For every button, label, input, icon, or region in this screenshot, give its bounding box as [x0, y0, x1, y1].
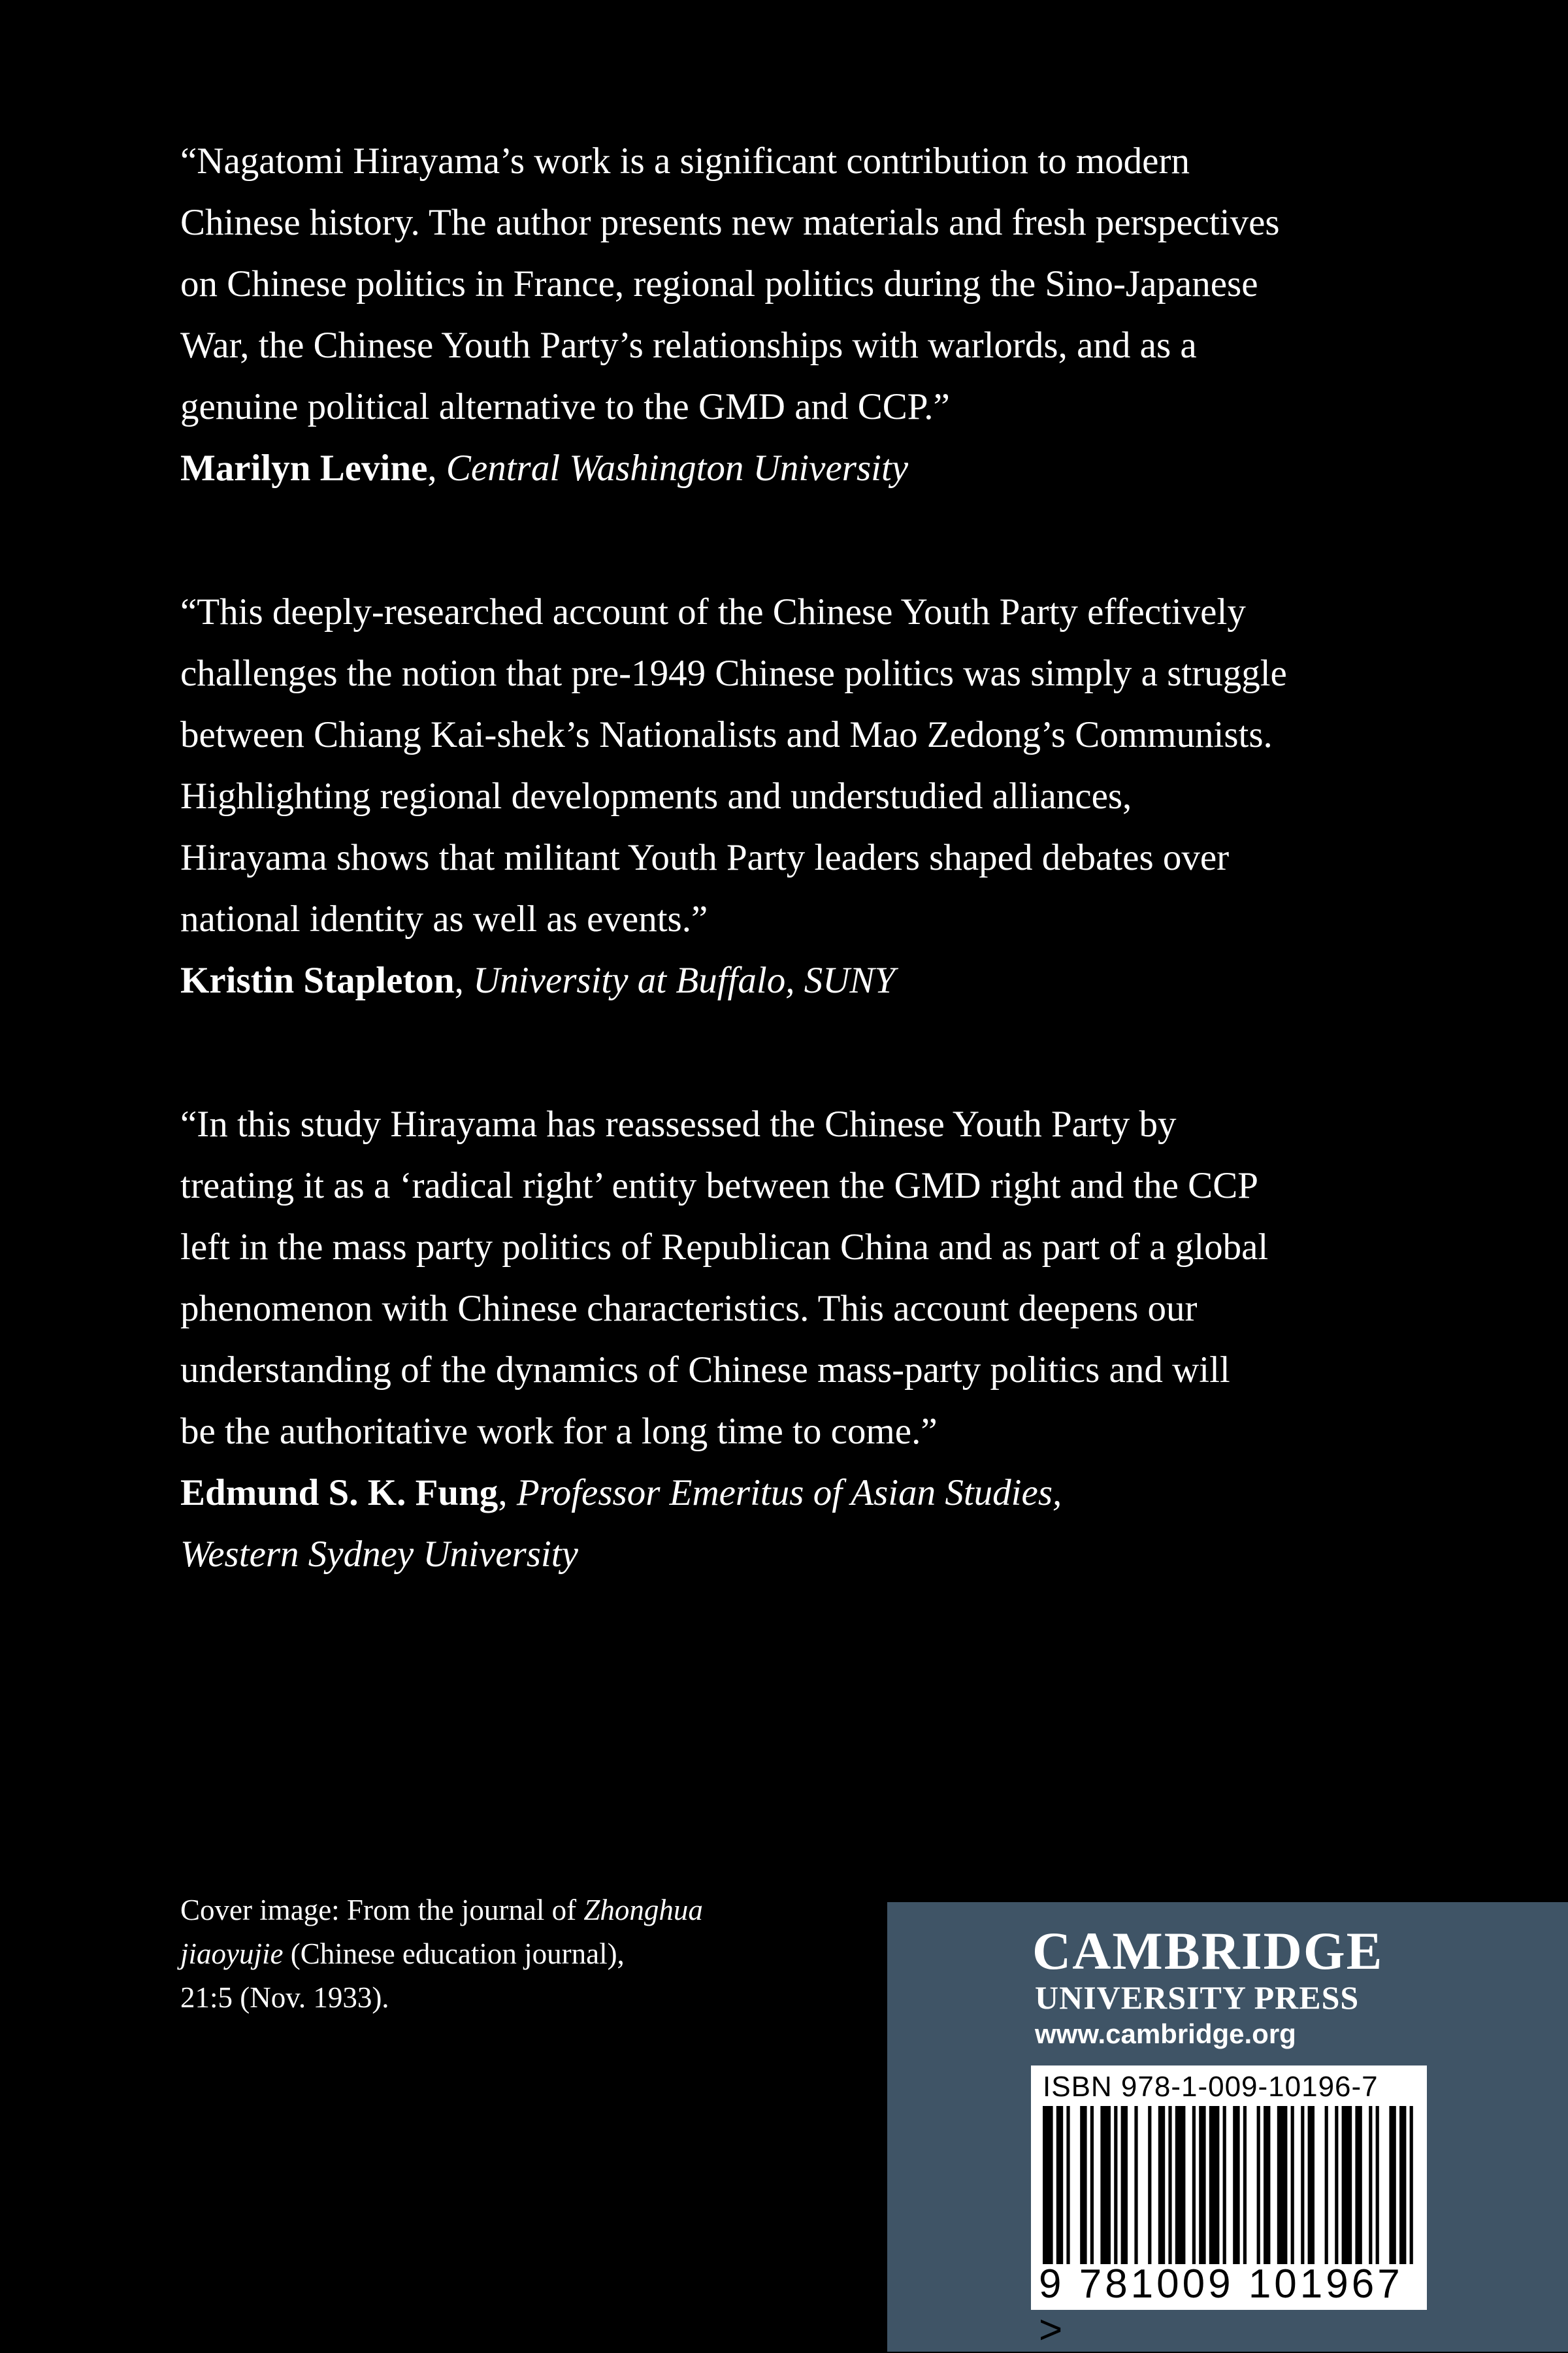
publisher-url: www.cambridge.org: [1035, 2018, 1296, 2049]
credit-journal-title-cont: jiaoyujie: [180, 1937, 284, 1970]
publisher-panel: [887, 1902, 1568, 2352]
attribution-separator: ,: [498, 1472, 517, 1513]
endorsement-3: [180, 1094, 1409, 1585]
barcode-bar: [1223, 2106, 1226, 2264]
isbn-label: ISBN 978-1-009-10196-7: [1043, 2071, 1379, 2103]
endorser-affiliation: Central Washington University: [446, 448, 909, 489]
quote-line: “Nagatomi Hirayama’s work is a significant contribution to modern: [180, 140, 1190, 182]
endorser-name: Marilyn Levine: [180, 448, 428, 489]
endorsement-attribution: [180, 1462, 1409, 1585]
barcode-bar: [1192, 2106, 1196, 2264]
barcode-bar: [1148, 2106, 1151, 2264]
credit-journal-desc: (Chinese education journal),: [283, 1937, 625, 1970]
barcode-bar: [1410, 2106, 1413, 2264]
barcode-bar: [1158, 2106, 1165, 2264]
barcode-bar: [1308, 2106, 1315, 2264]
barcode-bar: [1399, 2106, 1406, 2264]
barcode-bar: [1355, 2106, 1362, 2264]
barcode-bar: [1257, 2106, 1260, 2264]
endorser-name: Kristin Stapleton: [180, 960, 455, 1001]
barcode-bar: [1043, 2106, 1053, 2264]
barcode-bar: [1114, 2106, 1117, 2264]
quote-line: treating it as a ‘radical right’ entity between the GMD right and the CCP: [180, 1165, 1258, 1206]
quote-line: national identity as well as events.”: [180, 898, 708, 940]
quote-line: understanding of the dynamics of Chinese mass-party politics and will: [180, 1349, 1230, 1390]
endorsement-1: [180, 131, 1409, 499]
barcode-bar: [1056, 2106, 1063, 2264]
barcode-bar: [1325, 2106, 1328, 2264]
barcode-bar: [1301, 2106, 1304, 2264]
credit-issue: 21:5 (Nov. 1933).: [180, 1981, 389, 2014]
barcode-bar: [1134, 2106, 1137, 2264]
quote-line: phenomenon with Chinese characteristics. This account deepens our: [180, 1288, 1198, 1329]
isbn-barcode: [1031, 2065, 1427, 2352]
barcode-bars: [1043, 2106, 1415, 2264]
barcode-bar: [1335, 2106, 1338, 2264]
endorsement-quote: [180, 1094, 1409, 1462]
barcode-bar: [1291, 2106, 1294, 2264]
endorsement-attribution: [180, 438, 1409, 499]
attribution-separator: ,: [427, 448, 446, 489]
quote-line: Chinese history. The author presents new materials and fresh perspectives: [180, 202, 1280, 243]
barcode-bar: [1100, 2106, 1111, 2264]
barcode-bar: [1243, 2106, 1247, 2264]
endorsement-quote: [180, 131, 1409, 438]
attribution-separator: ,: [454, 960, 474, 1001]
barcode-bar: [1080, 2106, 1086, 2264]
endorsement-quote: [180, 582, 1409, 950]
barcode-bar: [1175, 2106, 1186, 2264]
barcode-bar: [1168, 2106, 1171, 2264]
quote-line: War, the Chinese Youth Party’s relationships with warlords, and as a: [180, 325, 1197, 366]
endorsement-attribution: [180, 950, 1409, 1012]
barcode-bar: [1342, 2106, 1352, 2264]
barcode-bar: [1121, 2106, 1128, 2264]
endorser-name: Edmund S. K. Fung: [180, 1472, 498, 1513]
barcode-bar: [1233, 2106, 1239, 2264]
credit-prefix: Cover image: From the journal of: [180, 1894, 584, 1926]
barcode-bar: [1389, 2106, 1396, 2264]
quote-line: “In this study Hirayama has reassessed the Chinese Youth Party by: [180, 1104, 1177, 1145]
barcode-bar: [1199, 2106, 1205, 2264]
endorsement-2: [180, 582, 1409, 1012]
quote-line: Hirayama shows that militant Youth Party leaders shaped debates over: [180, 837, 1230, 878]
quote-line: Highlighting regional developments and understudied alliances,: [180, 776, 1132, 817]
endorser-affiliation: Professor Emeritus of Asian Studies,: [516, 1472, 1062, 1513]
quote-line: be the authoritative work for a long time to come.”: [180, 1411, 938, 1452]
endorsements: [180, 131, 1409, 1668]
publisher-logo-sub: UNIVERSITY PRESS: [1035, 1979, 1360, 2016]
quote-line: left in the mass party politics of Republican China and as part of a global: [180, 1226, 1269, 1268]
endorser-affiliation-line2: Western Sydney University: [180, 1534, 578, 1575]
barcode-bar: [1376, 2106, 1379, 2264]
quote-line: challenges the notion that pre-1949 Chinese politics was simply a struggle: [180, 653, 1287, 694]
barcode-bar: [1090, 2106, 1094, 2264]
quote-line: between Chiang Kai-shek’s Nationalists and Mao Zedong’s Communists.: [180, 714, 1273, 755]
publisher-logo-name: CAMBRIDGE: [1032, 1921, 1384, 1981]
barcode-digits: 9 781009 101967 >: [1039, 2262, 1403, 2352]
barcode-bar: [1264, 2106, 1270, 2264]
barcode-bar: [1066, 2106, 1070, 2264]
barcode-bar: [1209, 2106, 1220, 2264]
barcode-bar: [1277, 2106, 1288, 2264]
quote-line: genuine political alternative to the GMD and CCP.”: [180, 386, 950, 427]
credit-journal-title: Zhonghua: [583, 1894, 703, 1926]
cover-image-credit: [180, 1888, 808, 2020]
quote-line: “This deeply-researched account of the Chinese Youth Party effectively: [180, 591, 1246, 633]
quote-line: on Chinese politics in France, regional politics during the Sino-Japanese: [180, 263, 1258, 304]
endorser-affiliation: University at Buffalo, SUNY: [473, 960, 896, 1001]
barcode-bar: [1369, 2106, 1372, 2264]
